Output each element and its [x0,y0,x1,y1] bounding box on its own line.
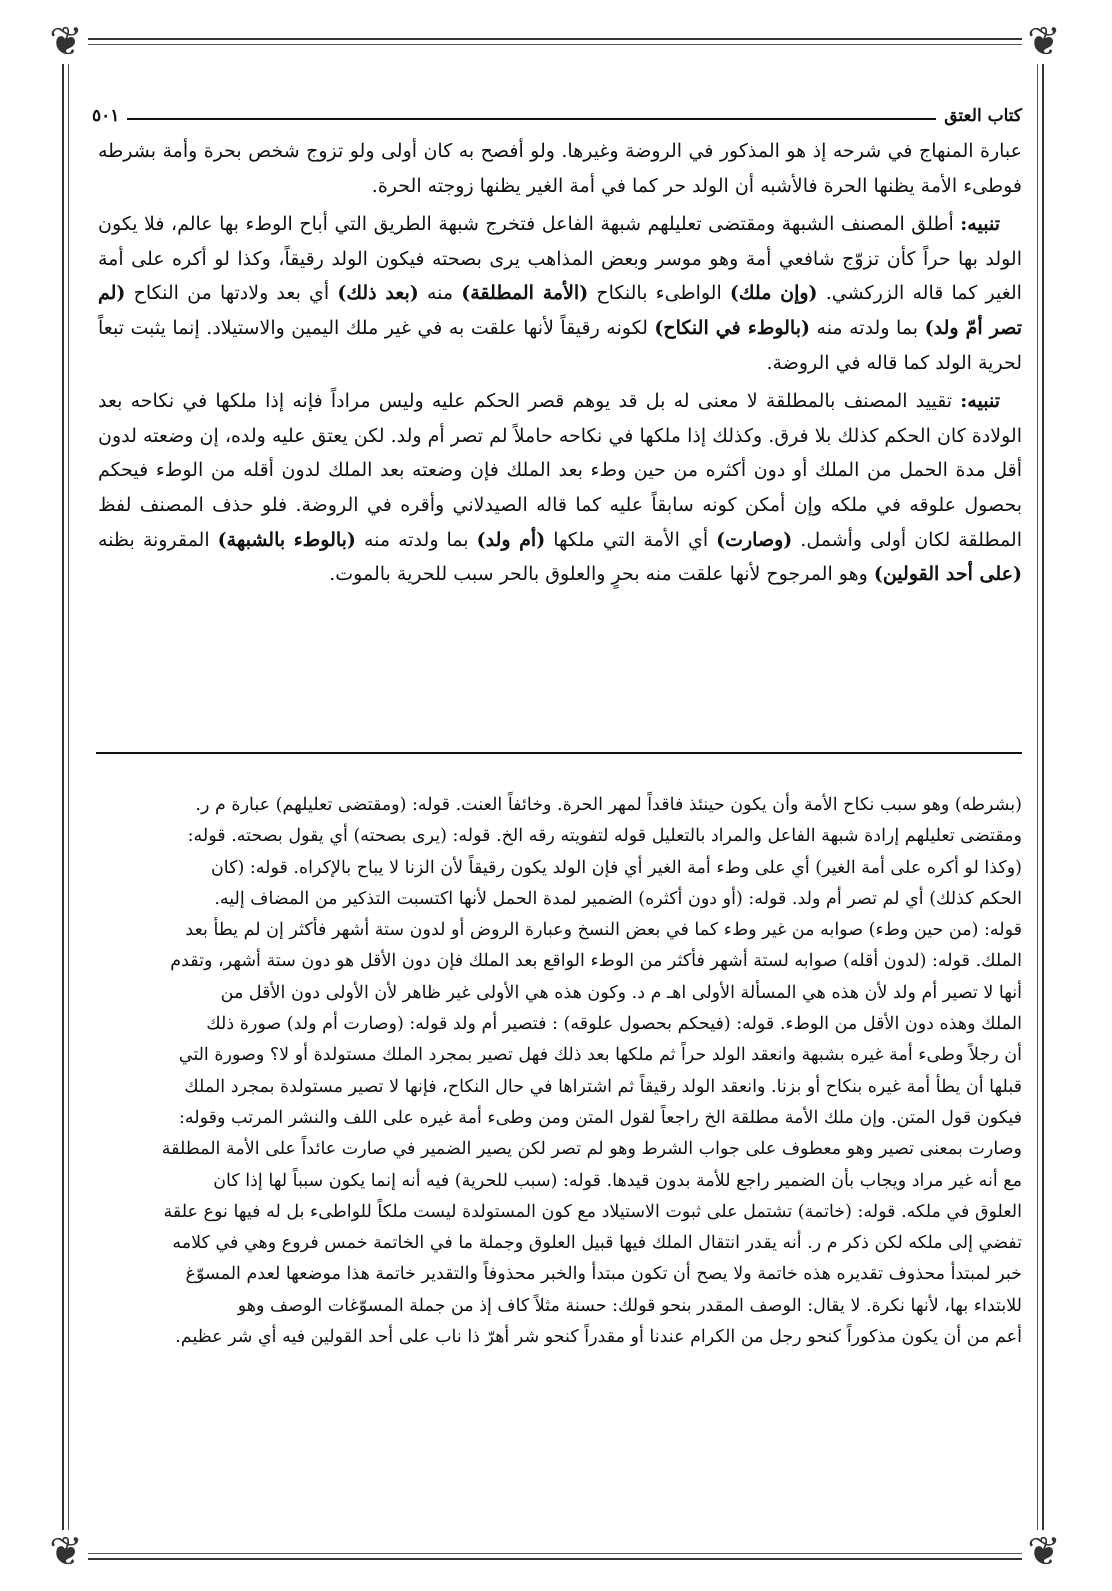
commentary-line: العلوق في ملكه. قوله: (خاتمة) تشتمل على ثبوت الاستيلاد مع كون المستولدة ليست ملكاً للواطىء بل له فيها نوع علقة [163,1201,1022,1222]
commentary-line: مع أنه غير مراد ويجاب بأن الضمير راجع للأمة بدون قيدها. قوله: (سبب للحرية) فيه أنه إنما يكون سبباً لها إذا كان [213,1170,1022,1191]
text-run: أطلق المصنف الشبهة ومقتضى تعليلهم شبهة الفاعل فتخرج شبهة الطريق التي أباح الوطء بها عالم، فلا يكون الولد بها حراً كأن تزوّج شافعي أمة وهو موسر وبعض المذاهب يرى بصحته فيكون الولد رقيقاً، وكذا لو أكره على أمة الغير كما قاله الزركشي. [98,213,1022,305]
page-number: ٥٠١ [92,106,120,126]
text-run: بما ولدته منه [810,316,925,339]
matn-quote: (أم ولد) [476,528,546,551]
commentary-line: (وكذا لو أكره على أمة الغير) أي على وطء أمة الغير أي فإن الولد يكون رقيقاً لأن الزنا لا يباح بالإكراه. قوله: (كان [210,857,1022,878]
commentary-line: قوله: (من حين وطء) صوابه من غير وطء كما في بعض النسخ وعبارة الروض أو لدون ستة أشهر فأكثر إن لم يطأ بعد [185,920,1022,941]
matn-quote: (بعد ذلك) [337,282,419,305]
commentary-line: ومقتضى تعليلهم إرادة شبهة الفاعل والمراد بالتعليل قوله لتفويته رقه الخ. قوله: (يرى بصحته) أي يقول بصحته. قوله: [187,826,1022,847]
commentary-line: الملك. قوله: (لدون أقله) صوابه لستة أشهر فأكثر من الوطء الواقع بعد الملك فإن دون الأقل هو دون ستة أشهر، وتقدم [170,951,1022,972]
commentary-line: أعم من أن يكون مذكوراً كنحو رجل من الكرام عندنا أو مقدراً كنحو شر أهرّ ذا ناب على أحد القولين فيه أي شر عظيم. [175,1327,1022,1348]
text-run: أي الأمة التي ملكها [545,528,717,551]
text-run: أي بعد ولادتها من النكاح [125,282,338,305]
paragraph [98,384,1022,592]
text-run: لكونه رقيقاً لأنها علقت به في غير ملك اليمين والاستيلاد. إنما يثبت تبعاً لحرية الولد كما قاله في الروضة. [98,316,1022,374]
matn-quote: (بالوطء بالشبهة) [217,528,356,551]
commentary-line: قبلها أن يطأ أمة غيره بنكاح أو بزنا. وانعقد الولد رقيقاً ثم اشتراها في حال النكاح، فإنها لا تصير مستولدة بمجرد الملك [184,1076,1022,1097]
matn-quote: (لم تصر أمّ ولد) [98,282,1022,339]
text-run: وهو المرجوح لأنها علقت منه بحرٍ والعلوق بالحر سبب للحرية بالموت. [329,563,874,586]
text-run: المقرونة بظنه [98,528,218,551]
commentary-line: خبر لمبتدأ محذوف تقديره هذه خاتمة ولا يصح أن تكون مبتدأ والخبر محذوفاً والتقدير خاتمة هذا موضعها لعدم المسوّغ [185,1264,1022,1285]
commentary-line: فيكون قول المتن. وإن ملك الأمة مطلقة الخ راجعاً لقول المتن ومن وطىء أمة غيره على اللف والنشر المرتب وقوله: [179,1107,1022,1128]
corner-ornament-icon: ❦ [1022,1530,1066,1574]
running-header [92,98,1022,126]
commentary-line: وصارت بمعنى تصير وهو معطوف على جواب الشرط وهو لم تصر لكن يصير الضمير في صارت عائداً على الأمة المطلقة [161,1139,1022,1160]
note-label: تنبيه: [960,390,1000,413]
main-text [98,134,1022,596]
corner-ornament-icon: ❦ [44,1530,88,1574]
commentary-line: تفضي إلى ملكه لكن ذكر م ر. أنه يقدر انتقال الملك فيها قبيل العلوق وجملة ما في الخاتمة خمس فروع وهي في كلامه [172,1233,1022,1254]
text-run: منه [418,282,462,305]
paragraph [98,207,1022,380]
matn-quote: (وإن ملك) [729,282,818,305]
matn-quote: (الأمة المطلقة) [461,282,589,305]
matn-quote: (وصارت) [716,528,793,551]
note-label: تنبيه: [960,213,1000,236]
text-run: الواطىء بالنكاح [588,282,730,305]
footnote-divider [96,752,1022,754]
paragraph: عبارة المنهاج في شرحه إذ هو المذكور في الروضة وغيرها. ولو أفصح به كان أولى ولو تزوج شخص بحرة وأمة بشرطه فوطىء الأمة يظنها الحرة فالأشبه أن الولد حر كما في أمة الغير يظنها زوجته الحرة. [98,140,1022,197]
commentary-line: للابتداء بها، لأنها نكرة. لا يقال: الوصف المقدر بنحو قولك: حسنة مثلاً كاف إذ من جملة المسوّغات الوصف وهو [237,1295,1022,1316]
commentary-line: (بشرطه) وهو سبب نكاح الأمة وأن يكون حينئذ فاقداً لمهر الحرة. وخائفاً العنت. قوله: (ومقتضى تعليلهم) عبارة م ر. [195,795,1022,815]
text-run: بما ولدته منه [355,528,477,551]
commentary-line: أن رجلاً وطىء أمة غيره بشبهة وانعقد الولد حراً ثم ملكها بعد ذلك فهل تصير بمجرد الملك مستولدة أو لا؟ وصورة التي [178,1045,1022,1066]
commentary-notes [98,790,1022,1353]
chapter-title: كتاب العتق [944,106,1022,126]
matn-quote: (بالوطء في النكاح) [654,316,810,339]
matn-quote: (على أحد القولين) [873,563,1022,586]
commentary-line: الحكم كذلك) أي لم تصر أم ولد. قوله: (أو دون أكثره) الضمير لمدة الحمل لأنها اكتسبت التذكير من المضاف إليه. [214,888,1022,909]
corner-ornament-icon: ❦ [1022,20,1066,64]
commentary-line: أنها لا تصير أم ولد لأن هذه هي المسألة الأولى اهـ م د. وكون هذه هي الأولى غير ظاهر لأن الأولى دون الأقل من [220,982,1022,1003]
commentary-line: الملك وهذه دون الأقل من الوطء. قوله: (فيحكم بحصول علوقه) : فتصير أم ولد قوله: (وصارت أم ولد) صورة ذلك [206,1014,1022,1035]
header-rule [127,118,936,120]
text-run: تقييد المصنف بالمطلقة لا معنى له بل قد يوهم قصر الحكم عليه وليس مراداً فإنه إذا ملكها في نكاحه بعد الولادة كان الحكم كذلك بلا فرق. وكذلك إذا ملكها في نكاحه حاملاً لم تصر أم ولد. لكن يعتق عليه ولده، إن وضعته لدون أقل مدة الحمل من الملك أو دون أكثره من حين وطء بعد الملك فإن وضعته بعد الملك لدون أقله من الوطء فيحكم بحصول علوقه في ملكه وإن أمكن كونه سابقاً عليه كما قاله الصيدلاني وأقره في الروضة. فلو حذف المصنف لفظ المطلقة لكان أولى وأشمل. [98,390,1023,551]
corner-ornament-icon: ❦ [44,20,88,64]
